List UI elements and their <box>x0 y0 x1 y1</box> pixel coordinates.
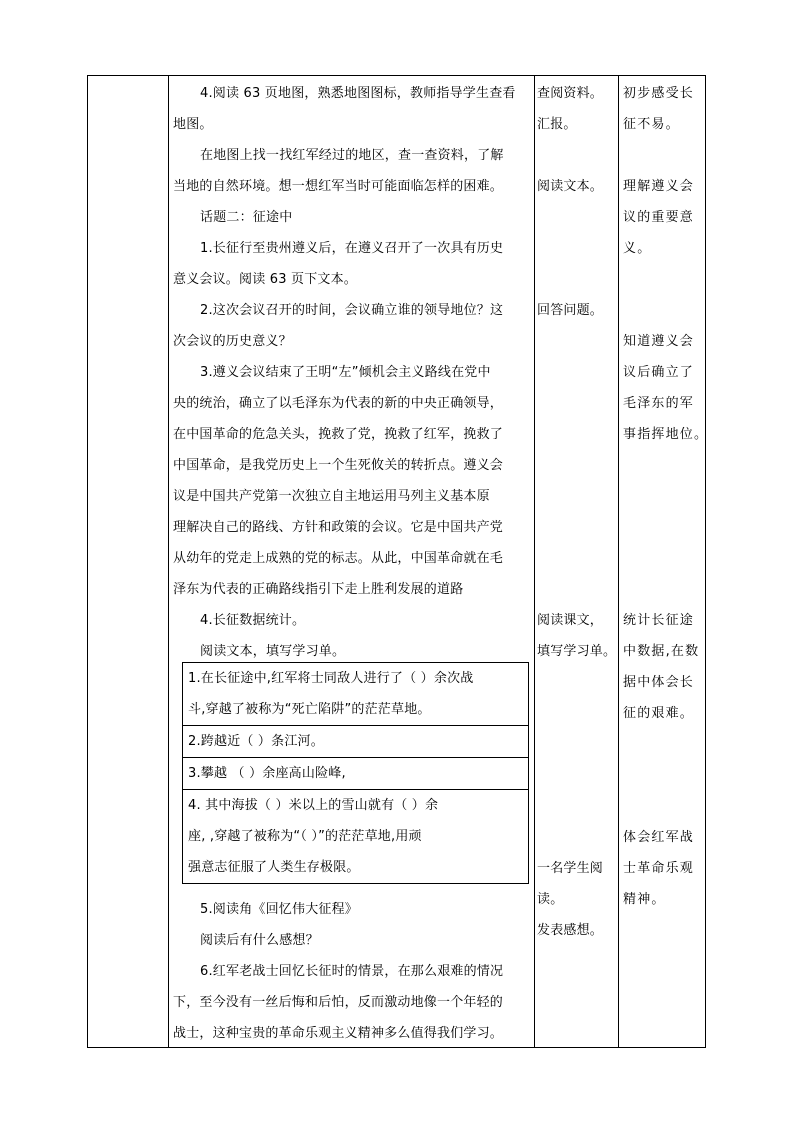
para-map-reading: 4.阅读 63 页地图，熟悉地图图标，教师指导学生查看 <box>200 86 516 101</box>
intent-line: 统计长征途 <box>623 613 695 628</box>
intent-line: 知道遵义会 <box>623 334 695 349</box>
item-zunyi-meeting: 1.长征行至贵州遵义后，在遵义召开了一次具有历史 <box>200 241 504 256</box>
worksheet-line: 3.攀越 （ ）余座高山险峰, <box>188 766 346 781</box>
worksheet-row <box>183 758 529 790</box>
activity-read-text: 阅读文本。 <box>537 179 604 194</box>
design-intent-column <box>619 76 710 915</box>
item-meeting-significance-line: 理解决自己的路线、方针和政策的会议。它是中国共产党 <box>173 520 504 535</box>
para-find-route: 在地图上找一找红军经过的地区，查一查资料，了解 <box>200 148 504 163</box>
intent-line: 征的艰难。 <box>623 706 695 721</box>
item-meeting-significance-line: 从幼年的党走上成熟的党的标志。从此，中国革命就在毛 <box>173 551 504 566</box>
intent-line: 体会红军战 <box>623 830 695 845</box>
worksheet-line: 强意志征服了人类生存极限。 <box>188 860 360 875</box>
activity-report: 汇报。 <box>537 117 577 132</box>
worksheet-row <box>183 663 529 726</box>
worksheet-line: 座, ,穿越了被称为“（ ）”的茫茫草地,用顽 <box>188 829 422 844</box>
item-reading-reflection: 阅读后有什么感想？ <box>200 933 319 948</box>
item-fill-worksheet: 阅读文本，填写学习单。 <box>200 644 346 659</box>
item-veteran-memory-line: 下，至今没有一丝后悔和后怕，反而激动地像一个年轻的 <box>173 995 504 1010</box>
worksheet-cell <box>183 663 529 726</box>
item-meeting-significance-line: 中国革命，是我党历史上一个生死攸关的转折点。遵义会 <box>173 458 504 473</box>
para-find-route-cont: 当地的自然环境。想一想红军当时可能面临怎样的困难。 <box>173 179 504 194</box>
intent-line: 中数据,在数 <box>623 644 700 659</box>
item-meeting-questions: 2.这次会议召开的时间，会议确立谁的领导地位？这 <box>200 303 504 318</box>
item-long-march-stats: 4.长征数据统计。 <box>200 613 306 628</box>
item-reading-corner: 5.阅读角《回忆伟大征程》 <box>200 902 359 917</box>
intent-line: 士革命乐观 <box>623 861 695 876</box>
item-meeting-significance-line: 在中国革命的危急关头，挽救了党，挽救了红军，挽救了 <box>173 427 504 442</box>
intent-line: 据中体会长 <box>623 675 695 690</box>
item-meeting-questions-cont: 次会议的历史意义？ <box>173 334 292 349</box>
intent-line: 义。 <box>623 241 652 256</box>
activity-share-thoughts: 发表感想。 <box>537 923 604 938</box>
item-meeting-significance-line: 泽东为代表的正确路线指引下走上胜利发展的道路 <box>173 582 464 597</box>
intent-line: 理解遵义会 <box>623 179 695 194</box>
item-veteran-memory: 6.红军老战士回忆长征时的情景，在那么艰难的情况 <box>200 964 504 979</box>
column-divider <box>168 76 169 1047</box>
intent-line: 初步感受长 <box>623 86 695 101</box>
teaching-content-column <box>172 76 534 1049</box>
intent-line: 议的重要意 <box>623 210 695 225</box>
worksheet-line: 斗,穿越了被称为“死亡陷阱”的茫茫草地。 <box>188 702 431 717</box>
topic-two-heading: 话题二：征途中 <box>200 210 293 225</box>
intent-line: 事指挥地位。 <box>623 427 709 442</box>
worksheet-row <box>183 726 529 758</box>
worksheet-cell <box>183 758 529 790</box>
item-veteran-memory-line: 战士，这种宝贵的革命乐观主义精神多么值得我们学习。 <box>173 1026 504 1041</box>
intent-line: 毛泽东的军 <box>623 396 695 411</box>
item-meeting-significance: 3.遵义会议结束了王明“左”倾机会主义路线在党中 <box>200 365 491 380</box>
intent-line: 精神。 <box>623 892 666 907</box>
para-map-reading-cont: 地图。 <box>173 117 213 132</box>
worksheet-line: 2.跨越近（ ）条江河。 <box>188 734 324 749</box>
worksheet-row <box>183 790 529 884</box>
worksheet-table <box>182 662 529 884</box>
item-meeting-significance-line: 央的统治，确立了以毛泽东为代表的新的中央正确领导， <box>173 396 504 411</box>
student-activity-column <box>535 76 620 946</box>
worksheet-line: 4. 其中海拔（ ）米以上的雪山就有（ ）余 <box>188 798 439 813</box>
item-meeting-significance-line: 议是中国共产党第一次独立自主地运用马列主义基本原 <box>173 489 490 504</box>
worksheet-cell <box>183 726 529 758</box>
item-zunyi-meeting-cont: 意义会议。阅读 63 页下文本。 <box>173 272 358 287</box>
activity-fill-sheet: 填写学习单。 <box>537 644 617 659</box>
activity-student-read: 一名学生阅 <box>537 861 604 876</box>
activity-read-lesson: 阅读课文， <box>537 613 604 628</box>
worksheet-line: 1.在长征途中,红军将士同敌人进行了（ ）余次战 <box>188 671 474 686</box>
activity-answer: 回答问题。 <box>537 303 604 318</box>
worksheet-cell <box>183 790 529 884</box>
lesson-table <box>87 75 709 1048</box>
intent-line: 议后确立了 <box>623 365 695 380</box>
activity-research: 查阅资料。 <box>537 86 604 101</box>
intent-line: 征不易。 <box>623 117 680 132</box>
activity-student-read-cont: 读。 <box>537 892 564 907</box>
